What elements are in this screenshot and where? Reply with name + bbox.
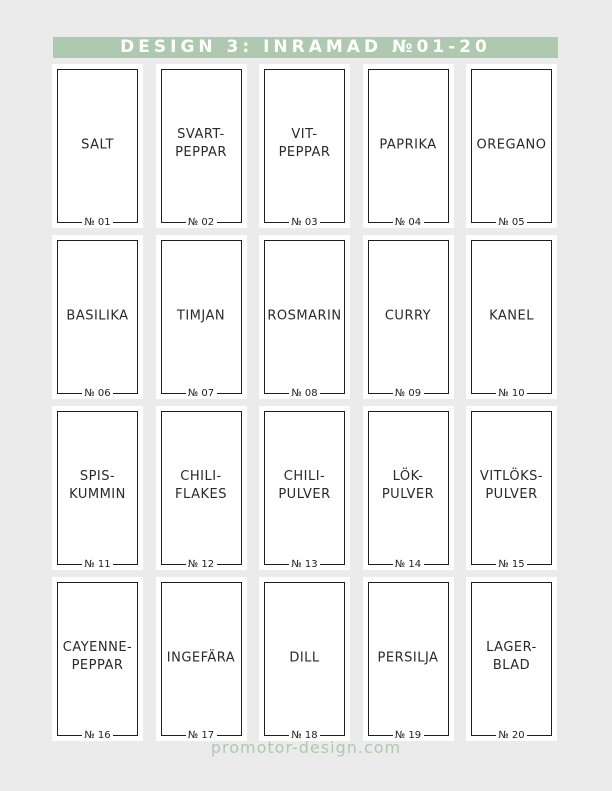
spice-name — [58, 136, 137, 154]
label-frame — [57, 69, 138, 228]
spice-name-line: KANEL — [489, 308, 534, 324]
label-number: № 12 — [187, 559, 215, 570]
label-frame — [264, 240, 345, 399]
spice-name-line: LÖK- — [392, 468, 424, 484]
spice-name — [369, 649, 448, 667]
spice-label-card — [156, 235, 247, 399]
label-number: № 03 — [291, 217, 318, 228]
label-frame — [471, 582, 552, 741]
spice-name — [58, 639, 137, 675]
label-frame — [471, 411, 552, 570]
label-frame — [161, 582, 242, 741]
spice-name-line: CHILI- — [180, 468, 222, 484]
spice-name-line: PULVER — [278, 486, 331, 502]
spice-label-card — [52, 64, 143, 228]
spice-name-line: SALT — [81, 137, 114, 153]
label-frame — [264, 411, 345, 570]
spice-label-card — [466, 406, 557, 570]
label-frame — [57, 240, 138, 399]
spice-name — [162, 468, 241, 504]
label-number: № 06 — [84, 388, 111, 399]
label-frame — [264, 69, 345, 228]
label-frame — [368, 69, 449, 228]
spice-label-card — [363, 406, 454, 570]
spice-label-card — [259, 406, 350, 570]
spice-name-line: ROSMARIN — [267, 308, 342, 324]
spice-label-card — [363, 64, 454, 228]
label-frame — [264, 582, 345, 741]
spice-name — [472, 136, 551, 154]
label-frame — [368, 240, 449, 399]
spice-name — [472, 307, 551, 325]
label-grid — [52, 64, 557, 741]
label-number: № 14 — [394, 559, 422, 570]
spice-name-line: CHILI- — [283, 468, 326, 484]
spice-name-line: SVART- — [177, 126, 225, 142]
spice-name-line: CAYENNE- — [62, 639, 133, 655]
spice-name — [265, 126, 344, 162]
spice-name — [369, 136, 448, 154]
spice-label-card — [466, 64, 557, 228]
spice-label-card — [52, 406, 143, 570]
label-frame — [161, 240, 242, 399]
label-number: № 11 — [84, 559, 111, 570]
spice-name — [369, 307, 448, 325]
title-banner: DESIGN 3: INRAMAD №01-20 — [53, 37, 558, 58]
spice-name-line: PULVER — [381, 486, 435, 502]
spice-name — [472, 468, 551, 504]
spice-name — [472, 639, 551, 675]
spice-label-card — [156, 64, 247, 228]
spice-label-card — [156, 577, 247, 741]
spice-name-line: BLAD — [492, 657, 531, 673]
label-number: № 02 — [187, 217, 215, 228]
label-number: № 01 — [84, 217, 111, 228]
label-frame — [368, 582, 449, 741]
spice-name-line: PEPPAR — [71, 657, 124, 673]
spice-name — [58, 468, 137, 504]
spice-label-card — [52, 235, 143, 399]
spice-name-line: INGEFÄRA — [166, 650, 236, 666]
footer-website: promotor-design.com — [210, 738, 402, 757]
label-number: № 19 — [394, 730, 422, 741]
spice-name — [58, 307, 137, 325]
label-frame — [161, 69, 242, 228]
spice-name-line: VIT- — [291, 126, 318, 142]
label-number: № 09 — [394, 388, 422, 399]
label-frame — [57, 582, 138, 741]
spice-name — [265, 468, 344, 504]
label-frame — [471, 240, 552, 399]
spice-name — [265, 307, 344, 325]
label-number: № 04 — [394, 217, 422, 228]
spice-name — [369, 468, 448, 504]
spice-label-card — [363, 235, 454, 399]
label-number: № 07 — [187, 388, 215, 399]
label-frame — [57, 411, 138, 570]
spice-label-card — [52, 577, 143, 741]
spice-name-line: TIMJAN — [176, 308, 226, 324]
spice-name-line: FLAKES — [175, 486, 227, 502]
spice-name-line: BASILIKA — [66, 308, 129, 324]
label-number: № 18 — [291, 730, 318, 741]
spice-name — [162, 307, 241, 325]
spice-name-line: VITLÖKS- — [479, 468, 544, 484]
spice-name-line: DILL — [289, 650, 320, 666]
spice-name — [162, 126, 241, 162]
spice-label-card — [466, 577, 557, 741]
spice-name-line: CURRY — [384, 308, 432, 324]
label-frame — [161, 411, 242, 570]
label-frame — [471, 69, 552, 228]
spice-name-line: PAPRIKA — [379, 137, 437, 153]
label-number: № 16 — [84, 730, 111, 741]
spice-name-line: LAGER- — [486, 639, 537, 655]
spice-name-line: SPIS- — [79, 468, 116, 484]
label-frame — [368, 411, 449, 570]
label-number: № 08 — [291, 388, 318, 399]
spice-name-line: PEPPAR — [175, 144, 227, 160]
label-number: № 15 — [498, 559, 525, 570]
spice-label-card — [259, 577, 350, 741]
spice-name-line: PERSILJA — [377, 650, 439, 666]
spice-name-line: PEPPAR — [278, 144, 331, 160]
spice-label-card — [363, 577, 454, 741]
label-number: № 13 — [291, 559, 318, 570]
label-number: № 05 — [498, 217, 525, 228]
spice-name-line: KUMMIN — [69, 486, 126, 502]
spice-label-card — [466, 235, 557, 399]
spice-label-card — [259, 235, 350, 399]
label-number: № 17 — [187, 730, 215, 741]
spice-label-card — [156, 406, 247, 570]
spice-name — [265, 649, 344, 667]
spice-name-line: OREGANO — [476, 137, 547, 153]
spice-name-line: PULVER — [485, 486, 538, 502]
label-number: № 20 — [498, 730, 525, 741]
spice-label-card — [259, 64, 350, 228]
label-number: № 10 — [498, 388, 525, 399]
spice-name — [162, 649, 241, 667]
